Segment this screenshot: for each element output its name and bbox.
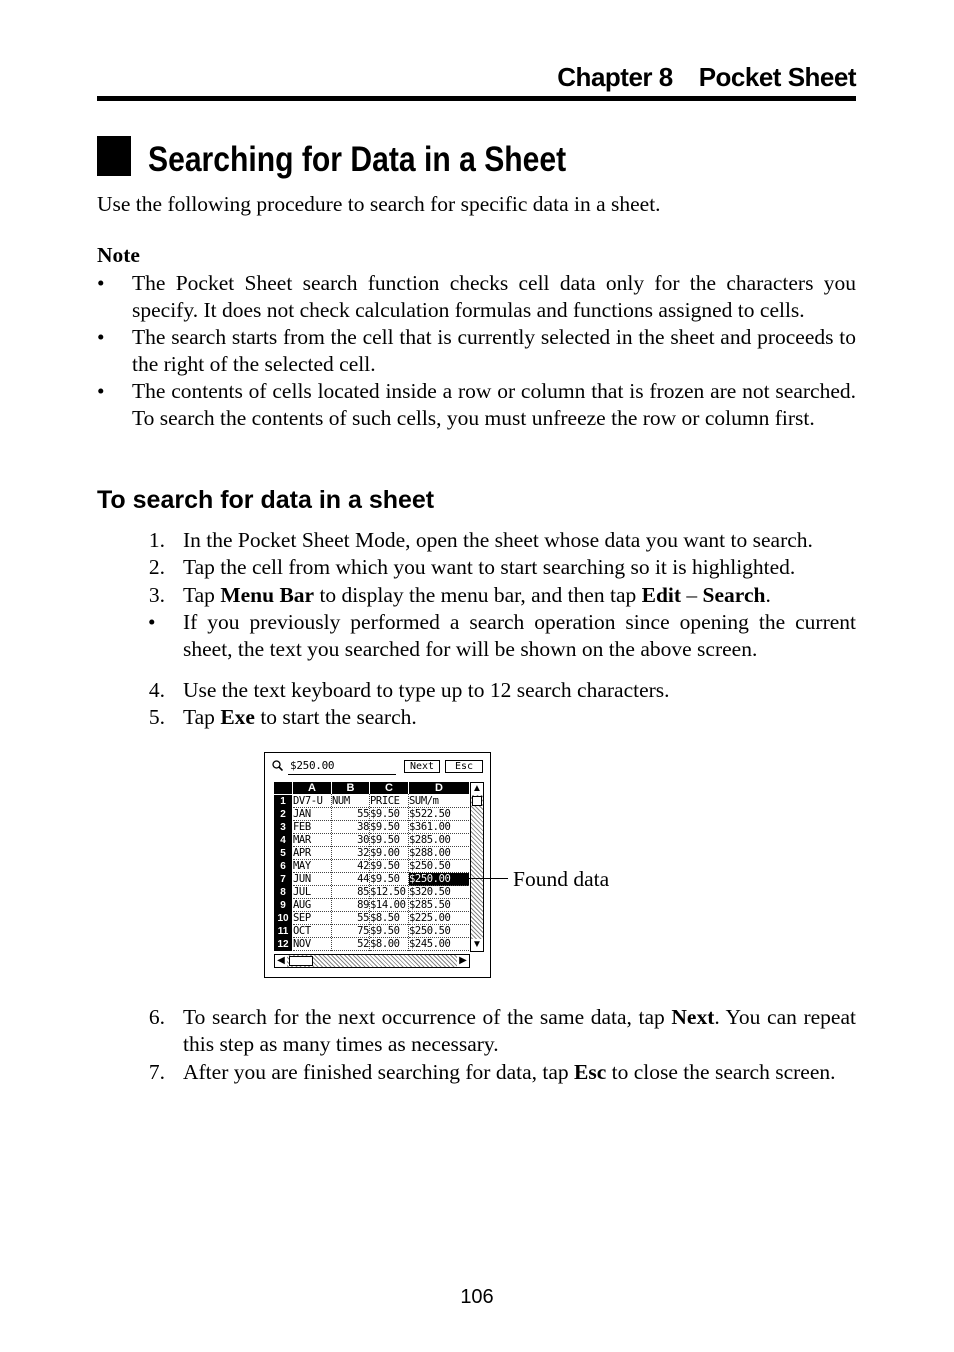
step-text: Use the text keyboard to type up to 12 search characters. bbox=[183, 678, 670, 702]
page-header bbox=[97, 60, 856, 96]
section-label: Pocket Sheet bbox=[698, 62, 856, 92]
row-header[interactable]: 8 bbox=[274, 886, 292, 899]
sheet-cell[interactable]: JAN bbox=[293, 808, 331, 821]
sheet-cell[interactable]: 38 bbox=[332, 821, 369, 834]
procedure-heading: To search for data in a sheet bbox=[97, 486, 435, 514]
device-screenshot bbox=[264, 752, 491, 978]
header-rule bbox=[97, 96, 856, 101]
row-header[interactable]: 9 bbox=[274, 899, 292, 912]
next-button[interactable]: Next bbox=[404, 760, 440, 773]
sheet-cell[interactable]: AUG bbox=[293, 899, 331, 912]
scroll-up-icon[interactable]: ▲ bbox=[472, 783, 482, 794]
callout-leader-line bbox=[466, 878, 508, 879]
found-cell[interactable]: $250.00 bbox=[409, 873, 469, 886]
scroll-down-icon[interactable]: ▼ bbox=[472, 939, 482, 950]
sheet-cell[interactable]: SEP bbox=[293, 912, 331, 925]
search-term: Search bbox=[702, 583, 766, 607]
step-number: 7. bbox=[148, 1060, 165, 1084]
sheet-cell[interactable]: $250.50 bbox=[409, 925, 469, 938]
sheet-cell[interactable]: NOV bbox=[293, 938, 331, 951]
sheet-cell[interactable]: 89 bbox=[332, 899, 369, 912]
sheet-cell[interactable]: 32 bbox=[332, 847, 369, 860]
sheet-cell[interactable]: $9.50 bbox=[370, 821, 408, 834]
step-note-bullet: • bbox=[148, 610, 156, 634]
sheet-cell[interactable]: $361.00 bbox=[409, 821, 469, 834]
esc-term: Esc bbox=[574, 1060, 607, 1084]
step-number: 2. bbox=[148, 555, 165, 579]
running-head bbox=[557, 62, 856, 93]
edit-term: Edit bbox=[641, 583, 682, 607]
sheet-cell[interactable]: $285.50 bbox=[409, 899, 469, 912]
horizontal-scroll-thumb[interactable] bbox=[289, 956, 313, 966]
sheet-cell[interactable]: MAR bbox=[293, 834, 331, 847]
row-header[interactable]: 1 bbox=[274, 795, 292, 808]
sheet-cell[interactable]: $285.00 bbox=[409, 834, 469, 847]
note-item: The search starts from the cell that is currently selected in the sheet and proceeds to the right of the selected cell. bbox=[132, 325, 856, 376]
sheet-cell[interactable]: $288.00 bbox=[409, 847, 469, 860]
scroll-left-icon[interactable]: ◀ bbox=[275, 955, 287, 967]
exe-term: Exe bbox=[220, 705, 255, 729]
sheet-cell[interactable]: 55 bbox=[332, 912, 369, 925]
page-number: 106 bbox=[460, 1286, 494, 1308]
step-text: Tap the cell from which you want to start searching so it is highlighted. bbox=[183, 555, 796, 579]
column-divider bbox=[331, 794, 332, 951]
sheet-cell[interactable]: $225.00 bbox=[409, 912, 469, 925]
column-header-c[interactable]: C bbox=[370, 782, 408, 794]
sheet-cell[interactable]: SUM/m bbox=[409, 795, 469, 808]
sheet-cell[interactable]: FEB bbox=[293, 821, 331, 834]
step-number: 4. bbox=[148, 678, 165, 702]
vertical-scrollbar[interactable] bbox=[470, 782, 484, 952]
row-header[interactable]: 11 bbox=[274, 925, 292, 938]
sheet-cell[interactable]: $8.00 bbox=[370, 938, 408, 951]
sheet-cell[interactable]: $522.50 bbox=[409, 808, 469, 821]
note-bullet: • bbox=[97, 325, 105, 349]
column-header-d[interactable]: D bbox=[409, 782, 469, 794]
sheet-cell[interactable]: 44 bbox=[332, 873, 369, 886]
menu-bar-term: Menu Bar bbox=[220, 583, 315, 607]
search-input-underline bbox=[288, 774, 396, 775]
sheet-cell[interactable]: $12.50 bbox=[370, 886, 408, 899]
intro-paragraph: Use the following procedure to search for specific data in a sheet. bbox=[97, 192, 661, 216]
row-header[interactable]: 10 bbox=[274, 912, 292, 925]
page-title: Searching for Data in a Sheet bbox=[148, 140, 567, 179]
sheet-cell[interactable]: MAY bbox=[293, 860, 331, 873]
horizontal-scrollbar[interactable] bbox=[274, 954, 470, 968]
row-header[interactable]: 3 bbox=[274, 821, 292, 834]
sheet-cell[interactable]: $9.50 bbox=[370, 834, 408, 847]
sheet-cell[interactable]: JUN bbox=[293, 873, 331, 886]
sheet-cell[interactable]: 55 bbox=[332, 808, 369, 821]
step-number: 5. bbox=[148, 705, 165, 729]
column-divider bbox=[369, 794, 370, 951]
sheet-cell[interactable]: 75 bbox=[332, 925, 369, 938]
next-term: Next bbox=[671, 1005, 715, 1029]
row-header[interactable]: 2 bbox=[274, 808, 292, 821]
sheet-cell[interactable]: $9.50 bbox=[370, 808, 408, 821]
sheet-cell[interactable]: $9.50 bbox=[370, 860, 408, 873]
row-header[interactable]: 7 bbox=[274, 873, 292, 886]
search-bar bbox=[270, 758, 485, 778]
note-bullet: • bbox=[97, 379, 105, 403]
sheet-cell[interactable]: $9.50 bbox=[370, 873, 408, 886]
sheet-cell[interactable]: 52 bbox=[332, 938, 369, 951]
sheet-cell[interactable]: $9.50 bbox=[370, 925, 408, 938]
column-header-a[interactable]: A bbox=[293, 782, 331, 794]
magnifier-icon bbox=[272, 760, 283, 771]
sheet-cell[interactable]: $14.00 bbox=[370, 899, 408, 912]
found-data-callout: Found data bbox=[513, 867, 610, 891]
sheet-grid bbox=[274, 782, 484, 972]
sheet-cell[interactable]: $250.50 bbox=[409, 860, 469, 873]
sheet-cell[interactable]: OCT bbox=[293, 925, 331, 938]
step-text: Tap Exe to start the search. bbox=[183, 705, 417, 729]
row-header[interactable]: 4 bbox=[274, 834, 292, 847]
esc-button[interactable]: Esc bbox=[445, 760, 483, 773]
search-input[interactable]: $250.00 bbox=[290, 759, 335, 772]
note-item: The contents of cells located inside a row or column that is frozen are not searched. To search the contents of such cells, you must unfreeze the row or column first. bbox=[132, 379, 856, 430]
step-text: Tap Menu Bar to display the menu bar, and then tap Edit – Search. bbox=[183, 583, 771, 607]
step-text: After you are finished searching for data, tap Esc to close the search screen. bbox=[183, 1060, 836, 1084]
sheet-cell[interactable]: 42 bbox=[332, 860, 369, 873]
vertical-scroll-thumb[interactable] bbox=[472, 796, 482, 806]
sheet-cell[interactable]: 85 bbox=[332, 886, 369, 899]
column-header-b[interactable]: B bbox=[332, 782, 369, 794]
title-marker bbox=[97, 136, 131, 176]
lcd-screen bbox=[270, 758, 485, 972]
sheet-cell[interactable]: 30 bbox=[332, 834, 369, 847]
scroll-right-icon[interactable]: ▶ bbox=[457, 955, 469, 967]
column-divider bbox=[408, 794, 409, 951]
row-header[interactable]: 12 bbox=[274, 938, 292, 951]
sheet-cell[interactable]: DV7-U bbox=[293, 795, 331, 808]
step-note-text: If you previously performed a search operation since opening the current sheet, the text you searched for will be shown on the above screen. bbox=[183, 610, 856, 661]
step-text: To search for the next occurrence of the same data, tap Next. You can repeat this step as many times as necessary. bbox=[183, 1005, 856, 1056]
sheet-cell[interactable]: JUL bbox=[293, 886, 331, 899]
sheet-cell[interactable]: PRICE bbox=[370, 795, 408, 808]
note-heading: Note bbox=[97, 243, 140, 267]
row-header[interactable]: 5 bbox=[274, 847, 292, 860]
sheet-cell[interactable]: $320.50 bbox=[409, 886, 469, 899]
sheet-cell[interactable]: $8.50 bbox=[370, 912, 408, 925]
sheet-cell[interactable]: NUM bbox=[332, 795, 369, 808]
step-text: In the Pocket Sheet Mode, open the sheet whose data you want to search. bbox=[183, 528, 813, 552]
sheet-cell[interactable]: APR bbox=[293, 847, 331, 860]
sheet-cell[interactable]: $245.00 bbox=[409, 938, 469, 951]
step-number: 1. bbox=[148, 528, 165, 552]
corner-header bbox=[274, 782, 292, 794]
chapter-label: Chapter 8 bbox=[557, 62, 673, 92]
note-item: The Pocket Sheet search function checks cell data only for the characters you specify. It does not check calculation formulas and functions assigned to cells. bbox=[132, 271, 856, 322]
sheet-cell[interactable]: $9.00 bbox=[370, 847, 408, 860]
note-bullet: • bbox=[97, 271, 105, 295]
row-header[interactable]: 6 bbox=[274, 860, 292, 873]
step-number: 6. bbox=[148, 1005, 165, 1029]
step-number: 3. bbox=[148, 583, 165, 607]
